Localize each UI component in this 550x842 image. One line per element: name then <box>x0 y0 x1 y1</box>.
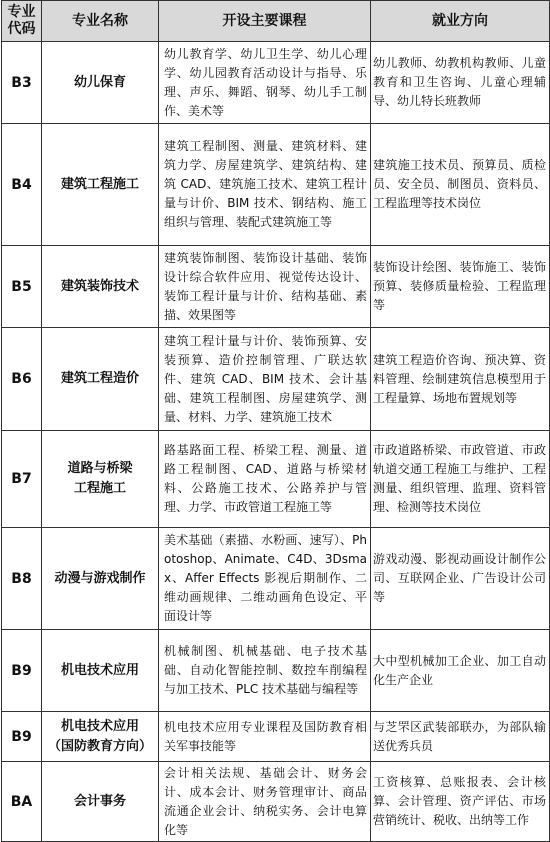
major-name: 会计事务 <box>42 762 159 842</box>
major-jobs: 建筑施工技术员、预算员、质检员、安全员、制图员、资料员、工程监理等技术岗位 <box>371 124 550 246</box>
table-row <box>2 528 550 630</box>
major-name <box>42 712 159 762</box>
major-courses: 幼儿教育学、幼儿卫生学、幼儿心理学、幼儿园教育活动设计与指导、乐理、声乐、舞蹈、钢琴、幼儿手工制作、美术等 <box>159 42 371 124</box>
major-name-line: 机电技术应用 <box>60 718 139 734</box>
major-code: B5 <box>2 246 42 328</box>
header-courses: 开设主要课程 <box>159 1 371 42</box>
major-code: B8 <box>2 528 42 630</box>
major-code: B4 <box>2 124 42 246</box>
table-row <box>2 712 550 762</box>
major-courses: 美术基础（素描、水粉画、速写）、Photoshop、Animate、C4D、3Dsmax、Affer Effects 影视后期制作、二维动画规律、二维动画角色设定、平面设计等 <box>159 528 371 630</box>
major-jobs: 市政道路桥梁、市政管道、市政轨道交通工程施工与维护、工程测量、组织管理、监理、资料管理、检测等技术岗位 <box>371 431 550 528</box>
major-name-line: （国防教育方向） <box>47 738 152 754</box>
major-courses: 路基路面工程、桥梁工程、测量、道路工程制图、CAD、道路与桥梁材料、公路施工技术、公路养护与管理、力学、市政管道工程施工等 <box>159 431 371 528</box>
major-courses: 建筑工程计量与计价、装饰预算、安装预算、造价控制管理、广联达软件、建筑 CAD、BIM 技术、会计基础、建筑工程制图、房屋建筑学、测量、材料、力学、建筑施工技术 <box>159 328 371 431</box>
major-name: 建筑工程造价 <box>42 328 159 431</box>
major-code: B9 <box>2 630 42 712</box>
major-name: 机电技术应用 <box>42 630 159 712</box>
major-jobs: 建筑工程造价咨询、预决算、资料管理、绘制建筑信息模型用于工程量算、场地布置规划等 <box>371 328 550 431</box>
table-row <box>2 630 550 712</box>
major-name-line: 道路与桥梁 <box>67 461 133 476</box>
major-jobs: 大中型机械加工企业、加工自动化生产企业 <box>371 630 550 712</box>
major-courses: 建筑装饰制图、装饰设计基础、装饰设计综合软件应用、视觉传达设计、装饰工程计量与计价、结构基础、素描、效果图等 <box>159 246 371 328</box>
major-jobs: 幼儿教师、幼教机构教师、儿童教育和卫生咨询、儿童心理辅导、幼儿特长班教师 <box>371 42 550 124</box>
major-name-line: 工程施工 <box>73 481 126 496</box>
major-code: B7 <box>2 431 42 528</box>
table-row <box>2 246 550 328</box>
major-courses: 机械制图、机械基础、电子技术基础、自动化智能控制、数控车削编程与加工技术、PLC 技术基础与编程等 <box>159 630 371 712</box>
major-code: B3 <box>2 42 42 124</box>
major-code: B6 <box>2 328 42 431</box>
major-courses: 机电技术应用专业课程及国防教育相关军事技能等 <box>159 712 371 762</box>
table-row <box>2 431 550 528</box>
header-row <box>2 1 550 42</box>
header-name: 专业名称 <box>42 1 159 42</box>
major-jobs: 游戏动漫、影视动画设计制作公司、互联网企业、广告设计公司等 <box>371 528 550 630</box>
major-jobs: 装饰设计绘图、装饰施工、装饰预算、装修质量检验、工程监理等 <box>371 246 550 328</box>
major-name <box>42 431 159 528</box>
major-courses: 建筑工程制图、测量、建筑材料、建筑力学、房屋建筑学、建筑结构、建筑 CAD、建筑施工技术、建筑工程计量与计价、BIM 技术、钢结构、施工组织与管理、装配式建筑施工等 <box>159 124 371 246</box>
major-name: 幼儿保育 <box>42 42 159 124</box>
major-courses: 会计相关法规、基础会计、财务会计、成本会计、财务管理审计、商品流通企业会计、纳税实务、会计电算化等 <box>159 762 371 842</box>
header-code: 专业代码 <box>2 1 42 42</box>
major-jobs: 工资核算、总账报表、会计核算、会计管理、资产评估、市场营销统计、税收、出纳等工作 <box>371 762 550 842</box>
major-name: 动漫与游戏制作 <box>42 528 159 630</box>
table-row <box>2 328 550 431</box>
major-jobs: 与芝罘区武装部联办，为部队输送优秀兵员 <box>371 712 550 762</box>
table-row <box>2 42 550 124</box>
major-code: B9 <box>2 712 42 762</box>
major-name: 建筑工程施工 <box>42 124 159 246</box>
table-row <box>2 124 550 246</box>
major-name: 建筑装饰技术 <box>42 246 159 328</box>
header-jobs: 就业方向 <box>371 1 550 42</box>
table-row <box>2 762 550 842</box>
major-code: BA <box>2 762 42 842</box>
majors-table <box>1 0 550 842</box>
